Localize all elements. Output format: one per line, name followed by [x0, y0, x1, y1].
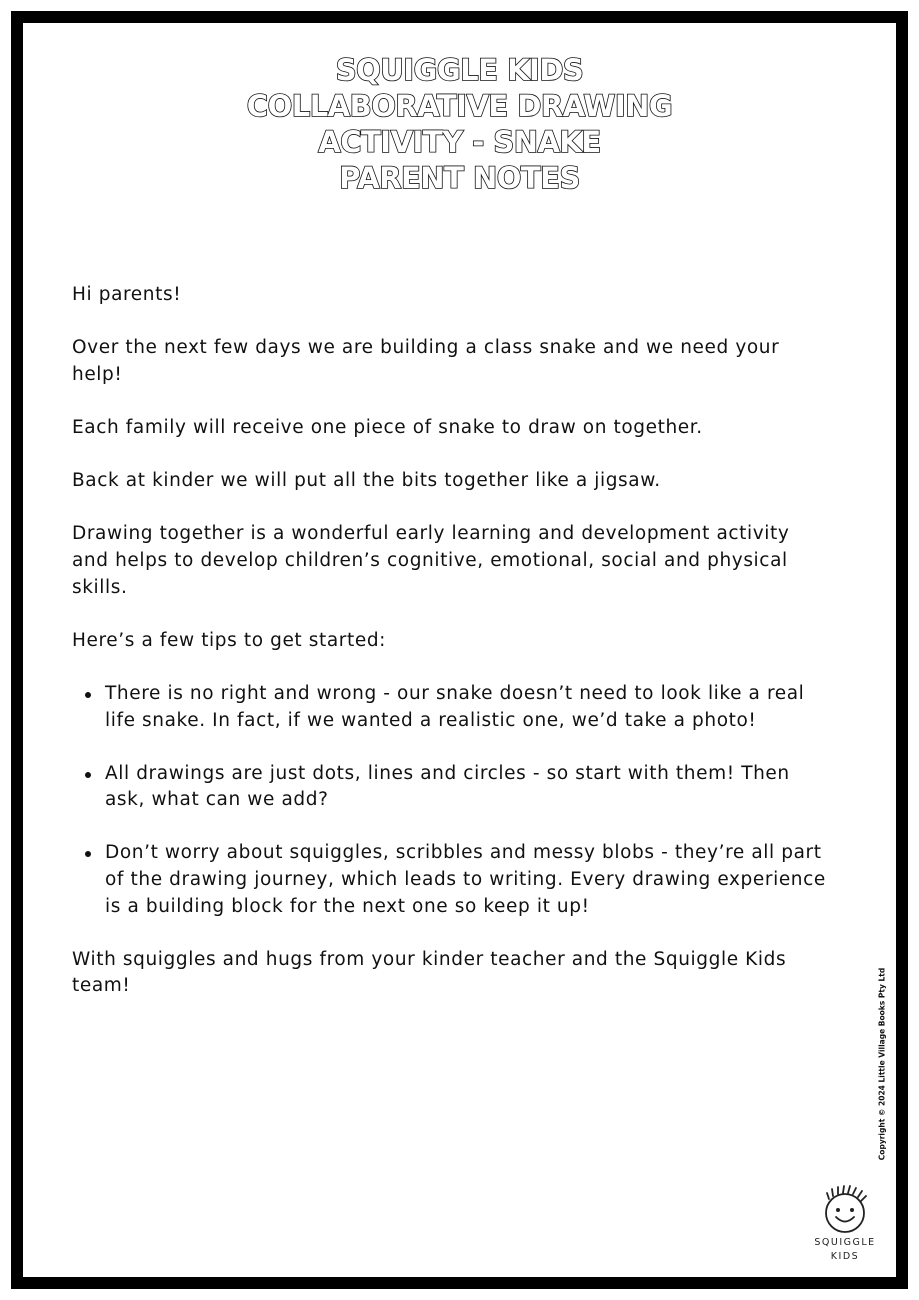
title-line-1: SQUIGGLE KIDS [335, 53, 584, 87]
title-line-4: PARENT NOTES [339, 161, 580, 195]
paragraph-development: Drawing together is a wonderful early learning and development activity and helps to develop children’s cognitive, emotional, social and physical skills. [72, 523, 790, 598]
tip-text: All drawings are just dots, lines and circles - so start with them! Then ask, what can we add? [105, 762, 790, 811]
logo-text-kids: KIDS [830, 1251, 860, 1262]
paragraph-piece: Each family will receive one piece of snake to draw on together. [72, 416, 703, 438]
page-title [0, 52, 919, 196]
signoff: With squiggles and hugs from your kinder teacher and the Squiggle Kids team! [72, 948, 787, 997]
bullet-icon [85, 692, 91, 698]
tip-text: Don’t worry about squiggles, scribbles and messy blobs - they’re all part of the drawing journey, which leads to writing. Every drawing experience is a building block for the next one so keep it up! [105, 842, 826, 917]
title-line-2: COLLABORATIVE DRAWING [246, 89, 673, 123]
greeting: Hi parents! [72, 284, 182, 305]
logo-text-squiggle: SQUIGGLE [814, 1237, 876, 1248]
tips-list [72, 681, 832, 920]
paragraph-help: Over the next few days we are building a class snake and we need your help! [72, 337, 780, 385]
bullet-icon [85, 851, 91, 857]
tip-item [105, 840, 832, 920]
tip-text: There is no right and wrong - our snake doesn’t need to look like a real life snake. In fact, if we wanted a realistic one, we’d take a photo! [105, 682, 805, 731]
letter-body [72, 282, 832, 1027]
smiley-face-icon [817, 1184, 873, 1234]
squiggle-kids-logo [805, 1184, 885, 1262]
bullet-icon [85, 772, 91, 778]
paragraph-tips-intro: Here’s a few tips to get started: [72, 629, 387, 651]
copyright-notice: Copyright © 2024 Little Village Books Pty Ltd [877, 967, 887, 1161]
tip-item [105, 681, 832, 734]
title-line-3: ACTIVITY - SNAKE [318, 125, 601, 159]
tip-item [105, 761, 832, 814]
paragraph-jigsaw: Back at kinder we will put all the bits together like a jigsaw. [72, 470, 661, 492]
